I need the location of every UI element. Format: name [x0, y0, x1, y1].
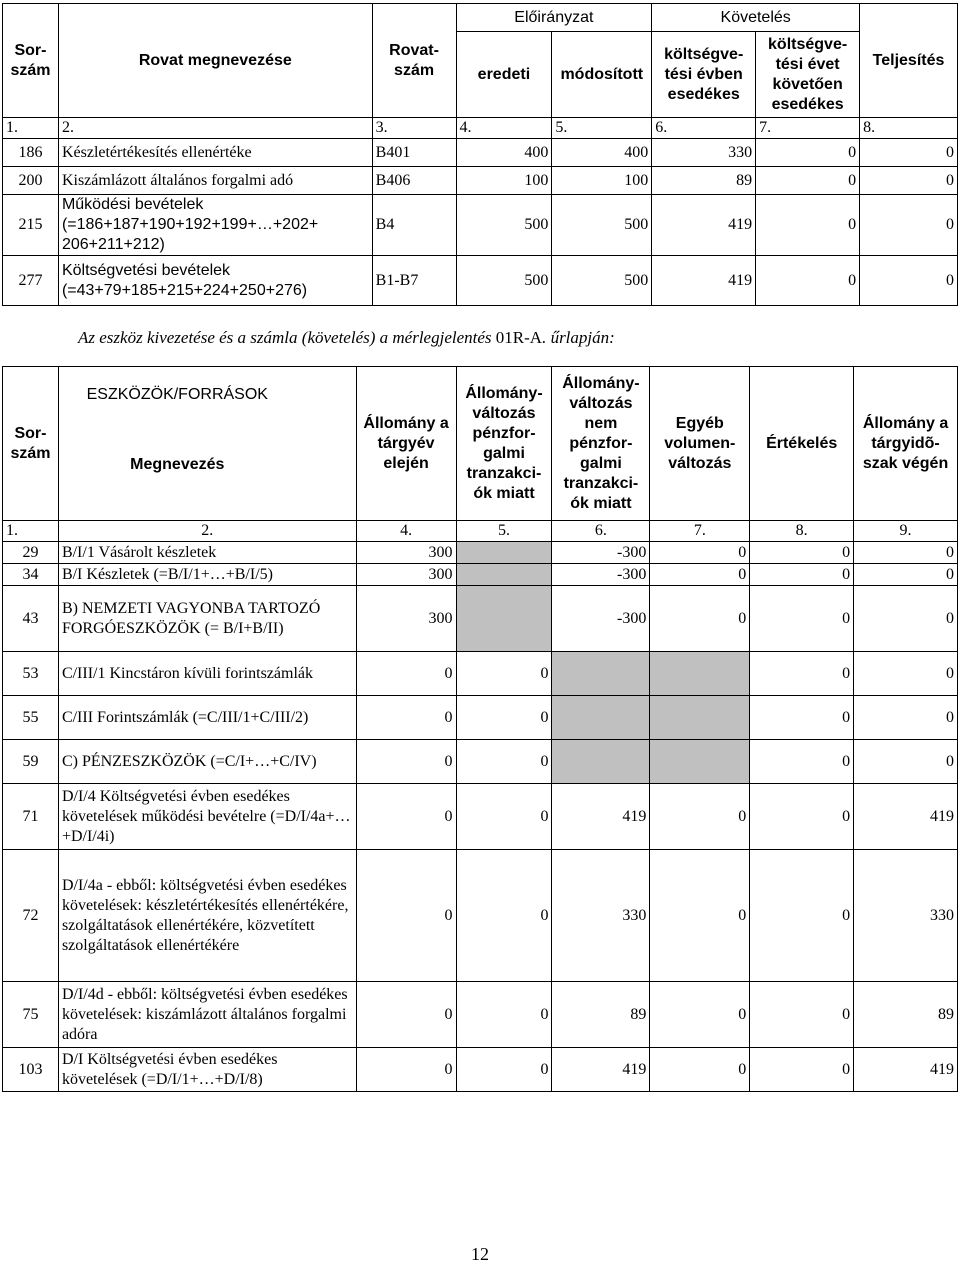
row-value-c9: 419: [854, 1048, 958, 1092]
table-row: [3, 167, 958, 195]
row-sorszam: 75: [3, 982, 59, 1048]
row-value-eredeti: 400: [456, 139, 552, 167]
row-value-c4: 0: [356, 784, 456, 850]
table-row: [3, 564, 958, 586]
header-rovatszam: Rovat-szám: [372, 4, 456, 118]
row-sorszam: 29: [3, 542, 59, 564]
column-number: 2.: [58, 118, 372, 139]
header-koveteles: Követelés: [652, 4, 860, 32]
header-kov-ev: költségve-tési évben esedékes: [652, 32, 756, 118]
row-value-c7: 0: [650, 542, 750, 564]
row-value-kov-kov: 0: [756, 256, 860, 306]
budget-revenue-table: [2, 3, 958, 306]
table-row: [3, 195, 958, 256]
row-value-c9: 0: [854, 586, 958, 652]
header-egyeb: Egyéb volumen-változás: [650, 367, 750, 521]
note-form-code: 01R-A: [495, 328, 543, 347]
column-number: 4.: [456, 118, 552, 139]
row-value-c7: [650, 740, 750, 784]
row-value-telj: 0: [860, 167, 958, 195]
row-value-c8: 0: [750, 982, 854, 1048]
row-value-c4: 0: [356, 982, 456, 1048]
header-eszkozok-forrasok: ESZKÖZÖK/FORRÁSOK: [86, 386, 268, 403]
row-value-c8: 0: [750, 1048, 854, 1092]
header-eszkozok: [58, 367, 356, 521]
row-value-kov-kov: 0: [756, 139, 860, 167]
row-value-c8: 0: [750, 652, 854, 696]
row-value-c9: 89: [854, 982, 958, 1048]
header-allomany-eleje: Állomány a tárgyév elején: [356, 367, 456, 521]
row-value-c8: 0: [750, 696, 854, 740]
row-value-modositott: 500: [552, 195, 652, 256]
row-value-eredeti: 500: [456, 256, 552, 306]
table-row: [3, 256, 958, 306]
column-number: 8.: [860, 118, 958, 139]
row-value-c8: 0: [750, 850, 854, 982]
row-value-c6: 89: [552, 982, 650, 1048]
column-number: 6.: [652, 118, 756, 139]
balance-sheet-table: [2, 366, 958, 1092]
column-number: 6.: [552, 521, 650, 542]
column-number: 1.: [3, 118, 59, 139]
row-value-c8: 0: [750, 564, 854, 586]
header-penzforgalmi: Állomány-változás pénzfor-galmi tranzakci-ók miatt: [456, 367, 552, 521]
row-rovat: B406: [372, 167, 456, 195]
note-text: [78, 328, 615, 348]
row-value-c6: [552, 652, 650, 696]
row-value-telj: 0: [860, 256, 958, 306]
column-numbers-row: [3, 521, 958, 542]
row-value-c7: 0: [650, 784, 750, 850]
row-value-kov-ev: 419: [652, 195, 756, 256]
row-value-c5: [456, 586, 552, 652]
row-value-c8: 0: [750, 740, 854, 784]
table-row: [3, 139, 958, 167]
column-number: 4.: [356, 521, 456, 542]
row-value-c4: 300: [356, 586, 456, 652]
row-value-c6: 330: [552, 850, 650, 982]
table-row: [3, 696, 958, 740]
row-name: Működési bevételek (=186+187+190+192+199+…+202+ 206+211+212): [58, 195, 372, 256]
row-value-c5: 0: [456, 1048, 552, 1092]
row-value-c4: 0: [356, 740, 456, 784]
table-row: [3, 586, 958, 652]
column-number: 5.: [456, 521, 552, 542]
note-italic: Az eszköz kivezetése és a számla (követelés) a mérlegjelentés: [78, 328, 496, 347]
row-value-c5: [456, 542, 552, 564]
row-value-modositott: 400: [552, 139, 652, 167]
row-name: D/I Költségvetési évben esedékes követelések (=D/I/1+…+D/I/8): [58, 1048, 356, 1092]
row-value-c5: 0: [456, 740, 552, 784]
row-sorszam: 55: [3, 696, 59, 740]
row-value-c4: 0: [356, 652, 456, 696]
row-sorszam: 59: [3, 740, 59, 784]
row-value-c9: 0: [854, 542, 958, 564]
row-sorszam: 215: [3, 195, 59, 256]
table-row: [3, 542, 958, 564]
row-sorszam: 72: [3, 850, 59, 982]
row-value-c5: 0: [456, 850, 552, 982]
row-value-c9: 419: [854, 784, 958, 850]
row-rovat: B401: [372, 139, 456, 167]
row-sorszam: 43: [3, 586, 59, 652]
row-name: Kiszámlázott általános forgalmi adó: [58, 167, 372, 195]
header-ertekeles: Értékelés: [750, 367, 854, 521]
row-sorszam: 71: [3, 784, 59, 850]
row-value-c6: -300: [552, 564, 650, 586]
column-number: 5.: [552, 118, 652, 139]
header-eloiranyzat: Előirányzat: [456, 4, 652, 32]
row-value-kov-kov: 0: [756, 195, 860, 256]
row-value-c4: 0: [356, 850, 456, 982]
row-value-c8: 0: [750, 586, 854, 652]
row-value-c6: -300: [552, 586, 650, 652]
row-name: C/III Forintszámlák (=C/III/1+C/III/2): [58, 696, 356, 740]
row-value-telj: 0: [860, 195, 958, 256]
row-sorszam: 186: [3, 139, 59, 167]
row-value-eredeti: 100: [456, 167, 552, 195]
header-eredeti: eredeti: [456, 32, 552, 118]
table-row: [3, 740, 958, 784]
row-value-c6: 419: [552, 1048, 650, 1092]
row-value-c6: [552, 740, 650, 784]
row-name: D/I/4a - ebből: költségvetési évben esedékes követelések: készletértékesítés ellenértékére, szolgáltatások ellenértékére, közvetített szolgáltatások ellenértékére: [58, 850, 356, 982]
row-name: C/III/1 Kincstáron kívüli forintszámlák: [58, 652, 356, 696]
row-value-c6: -300: [552, 542, 650, 564]
row-name: C) PÉNZESZKÖZÖK (=C/I+…+C/IV): [58, 740, 356, 784]
column-number: 8.: [750, 521, 854, 542]
row-value-c5: 0: [456, 652, 552, 696]
column-number: 7.: [756, 118, 860, 139]
row-value-c4: 0: [356, 1048, 456, 1092]
row-value-c4: 0: [356, 696, 456, 740]
row-sorszam: 53: [3, 652, 59, 696]
table-row: [3, 1048, 958, 1092]
row-value-c9: 330: [854, 850, 958, 982]
row-value-eredeti: 500: [456, 195, 552, 256]
row-name: D/I/4d - ebből: költségvetési évben esedékes követelések: kiszámlázott általános forgalmi adóra: [58, 982, 356, 1048]
row-value-c5: [456, 564, 552, 586]
row-value-c9: 0: [854, 564, 958, 586]
row-value-c8: 0: [750, 784, 854, 850]
row-value-c7: 0: [650, 1048, 750, 1092]
row-value-c7: 0: [650, 850, 750, 982]
row-name: B/I/1 Vásárolt készletek: [58, 542, 356, 564]
header-sorszam: Sor-szám: [3, 4, 59, 118]
header-modositott: módosított: [552, 32, 652, 118]
row-name: Készletértékesítés ellenértéke: [58, 139, 372, 167]
row-value-c9: 0: [854, 696, 958, 740]
column-number: 9.: [854, 521, 958, 542]
row-value-c5: 0: [456, 982, 552, 1048]
row-name: D/I/4 Költségvetési évben esedékes követelések működési bevételre (=D/I/4a+…+D/I/4i): [58, 784, 356, 850]
row-value-c7: 0: [650, 564, 750, 586]
row-rovat: B4: [372, 195, 456, 256]
column-numbers-row: [3, 118, 958, 139]
column-number: 7.: [650, 521, 750, 542]
row-value-modositott: 500: [552, 256, 652, 306]
row-value-c6: 419: [552, 784, 650, 850]
column-number: 3.: [372, 118, 456, 139]
header-teljesites: Teljesítés: [860, 4, 958, 118]
table-row: [3, 652, 958, 696]
row-name: B) NEMZETI VAGYONBA TARTOZÓ FORGÓESZKÖZÖK (= B/I+B/II): [58, 586, 356, 652]
header-sorszam: Sor-szám: [3, 367, 59, 521]
row-value-c7: 0: [650, 982, 750, 1048]
page-number: 12: [471, 1244, 489, 1264]
row-value-c9: 0: [854, 652, 958, 696]
row-sorszam: 200: [3, 167, 59, 195]
row-value-kov-ev: 330: [652, 139, 756, 167]
header-rovat-megnevezese: Rovat megnevezése: [58, 4, 372, 118]
row-value-kov-ev: 419: [652, 256, 756, 306]
header-megnevezes: Megnevezés: [130, 456, 225, 473]
row-value-c7: [650, 652, 750, 696]
row-value-kov-kov: 0: [756, 167, 860, 195]
row-value-c8: 0: [750, 542, 854, 564]
row-sorszam: 34: [3, 564, 59, 586]
row-value-c5: 0: [456, 784, 552, 850]
header-nem-penzforgalmi: Állomány-változás nem pénzfor-galmi tranzakci-ók miatt: [552, 367, 650, 521]
table-row: [3, 850, 958, 982]
row-value-c9: 0: [854, 740, 958, 784]
row-name: B/I Készletek (=B/I/1+…+B/I/5): [58, 564, 356, 586]
row-value-telj: 0: [860, 139, 958, 167]
header-allomany-vege: Állomány a tárgyidõ-szak végén: [854, 367, 958, 521]
row-value-c4: 300: [356, 542, 456, 564]
row-value-c4: 300: [356, 564, 456, 586]
row-sorszam: 277: [3, 256, 59, 306]
note-tail: . űrlapján:: [542, 328, 615, 347]
row-value-c5: 0: [456, 696, 552, 740]
column-number: 2.: [58, 521, 356, 542]
row-value-c7: [650, 696, 750, 740]
row-value-c6: [552, 696, 650, 740]
column-number: 1.: [3, 521, 59, 542]
table-row: [3, 784, 958, 850]
header-kov-evet-kovetoen: költségve-tési évet követően esedékes: [756, 32, 860, 118]
row-value-modositott: 100: [552, 167, 652, 195]
row-rovat: B1-B7: [372, 256, 456, 306]
row-name: Költségvetési bevételek (=43+79+185+215+224+250+276): [58, 256, 372, 306]
row-sorszam: 103: [3, 1048, 59, 1092]
row-value-kov-ev: 89: [652, 167, 756, 195]
table-row: [3, 982, 958, 1048]
row-value-c7: 0: [650, 586, 750, 652]
